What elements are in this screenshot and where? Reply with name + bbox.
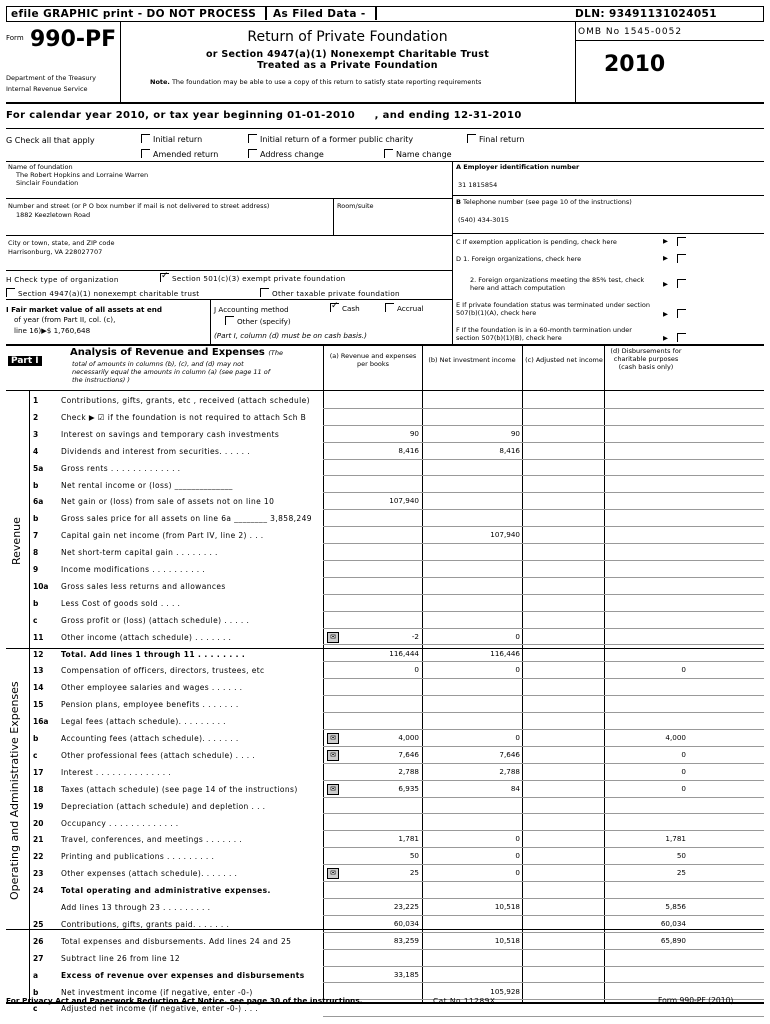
- line-label: Gross sales price for all assets on line 6a ________ 3,858,249: [61, 514, 312, 524]
- line-label: Other employee salaries and wages . . . . . .: [61, 683, 243, 693]
- col-d-value: 4,000: [665, 733, 686, 742]
- checkbox[interactable]: [248, 149, 257, 158]
- line-number: 13: [33, 666, 44, 676]
- col-a-value: 33,185: [393, 969, 419, 979]
- col-d-header: (d) Disbursements for charitable purposes (cash basis only): [610, 347, 682, 371]
- ein-value: 31 1815854: [458, 181, 498, 189]
- section-501c3-check[interactable]: [160, 273, 346, 283]
- divider: [265, 7, 267, 20]
- col-b-value: 0: [515, 733, 520, 742]
- irs-label: Internal Revenue Service: [6, 85, 88, 93]
- accrual-label: Accrual: [397, 304, 424, 313]
- line-label: Pension plans, employee benefits . . . . . . .: [61, 700, 239, 710]
- line-number: 17: [33, 767, 44, 777]
- initial-former-label: Initial return of a former public charity: [260, 135, 414, 144]
- part-1-desc-1: total of amounts in columns (b), (c), and (d) may not: [72, 360, 244, 368]
- checkbox-checked[interactable]: ✓: [331, 301, 339, 311]
- foundation-name-label: Name of foundation: [8, 163, 73, 171]
- table-row: [6, 865, 764, 882]
- table-row: [6, 612, 764, 629]
- part-1-title-row: [70, 347, 283, 358]
- line-number: c: [33, 750, 38, 760]
- form-prefix: Form: [6, 34, 24, 42]
- line-number: 10a: [33, 581, 49, 591]
- col-b-value: 116,446: [490, 648, 520, 658]
- col-b-value: 0: [515, 834, 520, 844]
- line-label: Capital gain net income (from Part IV, line 2) . . .: [61, 531, 264, 541]
- line-label: Other expenses (attach schedule). . . . . . .: [61, 869, 238, 879]
- line-label: Legal fees (attach schedule). . . . . . . . .: [61, 717, 226, 727]
- cash-method-check[interactable]: [330, 303, 360, 313]
- other-method-label: Other (specify): [237, 317, 291, 326]
- line-label: Total expenses and disbursements. Add lines 24 and 25: [61, 936, 292, 946]
- termination-60-label: F If the foundation is in a 60-month termination under section 507(b)(1)(B), check here: [456, 326, 632, 342]
- col-d-value: 5,856: [665, 902, 686, 911]
- line-number: 8: [33, 548, 39, 558]
- table-row: [6, 493, 764, 510]
- note-text: The foundation may be able to use a copy of this return to satisfy state reporting requirements: [169, 78, 482, 86]
- part-1-title: Analysis of Revenue and Expenses: [70, 347, 265, 358]
- col-c-header: (c) Adjusted net income: [525, 356, 603, 364]
- col-a-value: 6,935: [398, 783, 419, 793]
- divider: [375, 7, 377, 20]
- phone-label-text: Telephone number (see page 10 of the instructions): [460, 198, 632, 206]
- line-label: Other income (attach schedule) . . . . . . .: [61, 632, 232, 642]
- attachment-icon[interactable]: ✉: [327, 733, 339, 744]
- address-change-label: Address change: [260, 150, 324, 159]
- col-a-header: (a) Revenue and expenses per books: [329, 352, 417, 368]
- table-row: [6, 544, 764, 561]
- foreign-org-label: D 1. Foreign organizations, check here: [456, 255, 582, 263]
- checkbox[interactable]: [467, 134, 476, 143]
- col-d-value: 0: [681, 783, 686, 793]
- col-a-value: 83,259: [393, 935, 419, 945]
- col-d-value: 0: [681, 665, 686, 675]
- line-label: Net rental income or (loss) ______________: [61, 480, 233, 490]
- line-number: 15: [33, 700, 44, 710]
- col-b-value: 10,518: [494, 935, 520, 945]
- table-row: [6, 578, 764, 595]
- divider: [452, 195, 764, 196]
- part-1-desc-3: the instructions) ): [72, 376, 130, 384]
- checkbox[interactable]: [248, 134, 257, 143]
- arrow-icon: ▶: [663, 280, 668, 288]
- col-b-value: 0: [515, 665, 520, 675]
- col-b-value: 10,518: [494, 902, 520, 911]
- street-address: 1882 Keezletown Road: [16, 211, 91, 219]
- line-number: 1: [33, 396, 39, 405]
- line-number: 27: [33, 953, 44, 963]
- line-number: 4: [33, 446, 39, 456]
- arrow-icon: ▶: [663, 237, 668, 245]
- terminated-status-label: E If private foundation status was terminated under section 507(b)(1)(A), check here: [456, 301, 651, 317]
- divider: [575, 22, 576, 102]
- divider: [6, 270, 452, 271]
- divider: [6, 390, 764, 391]
- form-subtitle-1: or Section 4947(a)(1) Nonexempt Charitable Trust: [205, 49, 490, 60]
- calendar-end: , and ending 12-31-2010: [374, 110, 522, 121]
- phone-letter: B: [456, 198, 461, 206]
- attachment-icon[interactable]: ✉: [327, 632, 339, 643]
- fmv-label-3: line 16)▶$: [14, 326, 52, 335]
- line-number: 11: [33, 632, 44, 642]
- divider: [6, 102, 764, 104]
- final-return-check[interactable]: [467, 134, 524, 144]
- arrow-icon: ▶: [663, 310, 668, 318]
- col-a-value: 1,781: [398, 834, 419, 844]
- table-row: [6, 460, 764, 477]
- line-number: b: [33, 734, 39, 743]
- col-b-value: 84: [510, 783, 520, 793]
- col-d-value: 60,034: [660, 918, 686, 928]
- checkbox[interactable]: [385, 303, 394, 312]
- form-subtitle-2: Treated as a Private Foundation: [257, 60, 438, 71]
- form-footer: Form 990-PF (2010): [658, 996, 734, 1005]
- divider: [575, 40, 764, 41]
- line-number: b: [33, 598, 39, 608]
- tax-year: 2010: [604, 52, 666, 77]
- address-change-check[interactable]: [248, 149, 324, 159]
- foreign-85-check[interactable]: [677, 279, 686, 288]
- other-taxable-check[interactable]: [260, 288, 400, 298]
- city-value: Harrisonburg, VA 228027707: [8, 248, 103, 256]
- divider: [6, 198, 452, 199]
- line-label: Income modifications . . . . . . . . . .: [61, 565, 206, 574]
- col-a-value: 25: [409, 868, 419, 878]
- line-number: b: [33, 514, 39, 524]
- state-note: [150, 78, 481, 86]
- line-label: Travel, conferences, and meetings . . . . . . .: [61, 835, 243, 845]
- initial-return-label: Initial return: [153, 135, 203, 144]
- line-label: Gross profit or (loss) (attach schedule) . . . . .: [61, 615, 250, 625]
- amended-return-label: Amended return: [153, 150, 219, 159]
- table-row: [6, 781, 764, 798]
- table-row: [6, 595, 764, 612]
- line-number: 9: [33, 565, 39, 574]
- line-label: Contributions, gifts, grants, etc , received (attach schedule): [61, 396, 311, 405]
- line-label: Other professional fees (attach schedule) . . . .: [61, 750, 256, 760]
- line-number: 2: [33, 412, 39, 422]
- checkbox[interactable]: [260, 288, 269, 297]
- phone-value: (540) 434-3015: [458, 216, 509, 224]
- col-b-value: 8,416: [499, 445, 520, 455]
- other-taxable-label: Other taxable private foundation: [272, 289, 400, 298]
- termination-60-check[interactable]: [677, 333, 686, 342]
- table-row: [6, 629, 764, 646]
- line-label: Printing and publications . . . . . . . . .: [61, 852, 215, 862]
- table-row: [6, 477, 764, 494]
- col-d-value: 50: [676, 851, 686, 861]
- city-label: City or town, state, and ZIP code: [8, 239, 115, 247]
- table-row: [6, 510, 764, 527]
- part-1-desc-2: necessarily equal the amounts in column (a) (see page 11 of: [72, 368, 271, 376]
- line-label: Net gain or (loss) from sale of assets not on line 10: [61, 497, 275, 507]
- col-d-value: 25: [676, 868, 686, 878]
- line-label: Add lines 13 through 23 . . . . . . . . .: [61, 903, 211, 912]
- checkbox[interactable]: [141, 134, 150, 143]
- phone-label: [456, 198, 632, 206]
- col-d-value: 1,781: [665, 834, 686, 844]
- col-d-value: 0: [681, 749, 686, 759]
- room-suite-label: Room/suite: [337, 202, 374, 210]
- accrual-method-check[interactable]: [385, 303, 424, 313]
- line-label: Dividends and interest from securities. . . . . .: [61, 446, 250, 456]
- table-row: [6, 713, 764, 730]
- form-title: Return of Private Foundation: [247, 29, 448, 45]
- exemption-pending-label: C If exemption application is pending, check here: [456, 238, 617, 246]
- cash-label: Cash: [342, 304, 360, 313]
- form-name: 990-PF: [30, 27, 117, 52]
- line-label: Occupancy . . . . . . . . . . . . .: [61, 818, 179, 828]
- ein-label: A Employer identification number: [456, 163, 580, 171]
- col-a-value: 8,416: [398, 445, 419, 455]
- h-org-type-label: H Check type of organization: [6, 275, 119, 284]
- line-number: 26: [33, 936, 44, 946]
- part-1-badge: [8, 348, 42, 367]
- line-label: Gross rents . . . . . . . . . . . . .: [61, 463, 181, 473]
- line-number: 3: [33, 429, 39, 439]
- initial-former-check[interactable]: [248, 134, 413, 144]
- foreign-org-check[interactable]: [677, 254, 686, 263]
- checkbox[interactable]: [225, 316, 234, 325]
- attachment-icon[interactable]: ✉: [327, 750, 339, 761]
- cash-basis-note: (Part I, column (d) must be on cash basis.): [214, 331, 367, 340]
- efile-label: efile GRAPHIC print - DO NOT PROCESS: [11, 8, 257, 20]
- foundation-name-line-2: Sinclair Foundation: [16, 179, 79, 187]
- street-label: Number and street (or P O box number if mail is not delivered to street address): [8, 202, 270, 210]
- line-label: Interest on savings and temporary cash investments: [61, 429, 280, 439]
- note-bold: Note.: [150, 78, 170, 86]
- checkbox[interactable]: [384, 149, 393, 158]
- line-label: Net investment income (if negative, enter -0-): [61, 987, 253, 997]
- catalog-number: Cat No 11289X: [433, 996, 496, 1005]
- calendar-start: For calendar year 2010, or tax year beginning 01-01-2010: [6, 110, 356, 121]
- line-number: b: [33, 987, 39, 997]
- line-number: 24: [33, 886, 44, 896]
- table-row: [6, 764, 764, 781]
- filed-data-label: As Filed Data -: [273, 8, 366, 20]
- col-b-value: 0: [515, 868, 520, 878]
- name-change-check[interactable]: [384, 149, 452, 159]
- amended-return-check[interactable]: [141, 149, 218, 159]
- col-a-value: 0: [414, 665, 419, 675]
- foreign-85-label: 2. Foreign organizations meeting the 85% test, check here and attach computation: [470, 276, 645, 292]
- attachment-icon[interactable]: ✉: [327, 868, 339, 879]
- line-number: 22: [33, 852, 44, 862]
- terminated-status-check[interactable]: [677, 309, 686, 318]
- divider: [6, 299, 452, 300]
- section-501c3-label: Section 501(c)(3) exempt private foundation: [172, 274, 346, 283]
- exemption-pending-check[interactable]: [677, 237, 686, 246]
- line-number: 23: [33, 869, 44, 879]
- col-a-value: 90: [409, 428, 419, 438]
- line-number: 12: [33, 649, 44, 659]
- line-number: 21: [33, 835, 44, 845]
- col-a-value: 60,034: [393, 918, 419, 928]
- table-row: [6, 392, 764, 409]
- table-row: [6, 646, 764, 663]
- calendar-year-line: [6, 110, 522, 121]
- line-number: 18: [33, 784, 44, 794]
- expenses-side-label: Operating and Administrative Expenses: [8, 681, 21, 900]
- foundation-name-line-1: The Robert Hopkins and Lorraine Warren: [16, 171, 149, 179]
- checkbox[interactable]: [6, 288, 15, 297]
- table-row: [6, 831, 764, 848]
- col-b-value: 0: [515, 851, 520, 861]
- divider: [6, 128, 764, 129]
- line-number: 19: [33, 801, 44, 811]
- arrow-icon: ▶: [663, 334, 668, 342]
- line-label: Excess of revenue over expenses and disbursements: [61, 970, 305, 980]
- table-row: [6, 679, 764, 696]
- line-number: 16a: [33, 717, 49, 727]
- divider: [333, 198, 334, 235]
- divider: [6, 344, 764, 346]
- line-label: Gross sales less returns and allowances: [61, 581, 226, 591]
- col-a-value: -2: [411, 631, 419, 641]
- final-return-label: Final return: [479, 135, 525, 144]
- col-b-value: 7,646: [499, 749, 520, 759]
- line-number: 6a: [33, 497, 44, 507]
- line-label: Depreciation (attach schedule) and depletion . . .: [61, 801, 266, 811]
- line-number: 14: [33, 683, 44, 693]
- line-number: 5a: [33, 463, 44, 473]
- fmv-value-row: [14, 326, 90, 335]
- table-row: [6, 815, 764, 832]
- section-4947-label: Section 4947(a)(1) nonexempt charitable trust: [18, 289, 200, 298]
- table-row: [6, 848, 764, 865]
- table-row: [6, 950, 764, 967]
- line-label: Check ▶ ☑ if the foundation is not required to attach Sch B: [61, 412, 307, 422]
- checkbox-checked[interactable]: ✓: [161, 271, 169, 281]
- line-label: Total operating and administrative expenses.: [61, 886, 271, 896]
- col-a-value: 116,444: [389, 648, 419, 658]
- col-a-value: 7,646: [398, 749, 419, 759]
- line-number: 20: [33, 818, 44, 828]
- col-b-value: 90: [510, 428, 520, 438]
- line-label: Compensation of officers, directors, trustees, etc: [61, 666, 265, 676]
- attachment-icon[interactable]: ✉: [327, 784, 339, 795]
- line-number: c: [33, 1004, 38, 1014]
- line-number: b: [33, 480, 39, 490]
- line-label: Interest . . . . . . . . . . . . . .: [61, 767, 172, 777]
- line-number: 25: [33, 919, 44, 929]
- line-number: 7: [33, 531, 39, 541]
- col-d-value: 0: [681, 766, 686, 776]
- table-row: [6, 443, 764, 460]
- line-label: Contributions, gifts, grants paid. . . . . . .: [61, 919, 230, 929]
- divider: [6, 161, 764, 162]
- line-label: Net short-term capital gain . . . . . . . .: [61, 548, 218, 558]
- divider: [210, 299, 211, 344]
- table-row: [6, 933, 764, 950]
- accounting-method-label: J Accounting method: [214, 305, 289, 314]
- col-a-value: 23,225: [393, 902, 419, 911]
- efile-header-bar: [6, 6, 764, 22]
- dept-treasury: Department of the Treasury: [6, 74, 97, 82]
- divider: [6, 235, 452, 236]
- col-d-value: 65,890: [660, 935, 686, 945]
- checkbox[interactable]: [141, 149, 150, 158]
- divider: [452, 233, 764, 234]
- col-a-value: 50: [409, 851, 419, 861]
- section-4947-check[interactable]: [6, 288, 199, 298]
- row-divider: [323, 1016, 764, 1017]
- table-row: [6, 916, 764, 933]
- divider: [452, 161, 453, 344]
- line-label: Adjusted net income (if negative, enter -0-) . . .: [61, 1004, 259, 1014]
- initial-return-check[interactable]: [141, 134, 202, 144]
- line-label: Subtract line 26 from line 12: [61, 953, 181, 963]
- line-number: a: [33, 970, 39, 980]
- table-row: [6, 409, 764, 426]
- line-label: Total. Add lines 1 through 11 . . . . . . . .: [61, 649, 246, 659]
- col-a-value: 2,788: [398, 766, 419, 776]
- col-b-value: 105,928: [490, 986, 520, 996]
- table-row: [6, 747, 764, 764]
- col-b-value: 107,940: [490, 530, 520, 540]
- table-row: [6, 662, 764, 679]
- col-a-value: 107,940: [389, 496, 419, 506]
- table-row: [6, 967, 764, 984]
- line-label: Less Cost of goods sold . . . .: [61, 598, 181, 608]
- line-number: c: [33, 615, 38, 625]
- table-row: [6, 561, 764, 578]
- line-label: Taxes (attach schedule) (see page 14 of the instructions): [61, 784, 298, 794]
- omb-number: OMB No 1545-0052: [578, 27, 683, 37]
- col-b-header: (b) Net investment income: [428, 356, 516, 364]
- fmv-label-2: of year (from Part II, col. (c),: [14, 315, 116, 324]
- table-row: [6, 696, 764, 713]
- dln-label: DLN: 93491131024051: [575, 8, 717, 20]
- fmv-label-1: I Fair market value of all assets at end: [6, 305, 163, 314]
- col-b-value: 2,788: [499, 766, 520, 776]
- g-check-label: G Check all that apply: [6, 136, 95, 145]
- revenue-side-label: Revenue: [10, 517, 23, 565]
- line-label: Accounting fees (attach schedule). . . . . . .: [61, 734, 239, 743]
- arrow-icon: ▶: [663, 254, 668, 262]
- table-row: [6, 730, 764, 747]
- table-row: [6, 899, 764, 916]
- col-a-value: 4,000: [398, 733, 419, 742]
- table-row: [6, 527, 764, 544]
- table-row: [6, 882, 764, 899]
- privacy-notice: For Privacy Act and Paperwork Reduction Act Notice, see page 30 of the instructions.: [6, 996, 363, 1005]
- other-method-check[interactable]: [225, 316, 291, 326]
- col-b-value: 0: [515, 631, 520, 641]
- part-1-title-note: (The: [268, 349, 283, 357]
- table-row: [6, 798, 764, 815]
- name-change-label: Name change: [396, 150, 452, 159]
- table-row: [6, 426, 764, 443]
- part-1-label: Part I: [8, 356, 42, 366]
- fmv-value: 1,760,648: [53, 326, 91, 335]
